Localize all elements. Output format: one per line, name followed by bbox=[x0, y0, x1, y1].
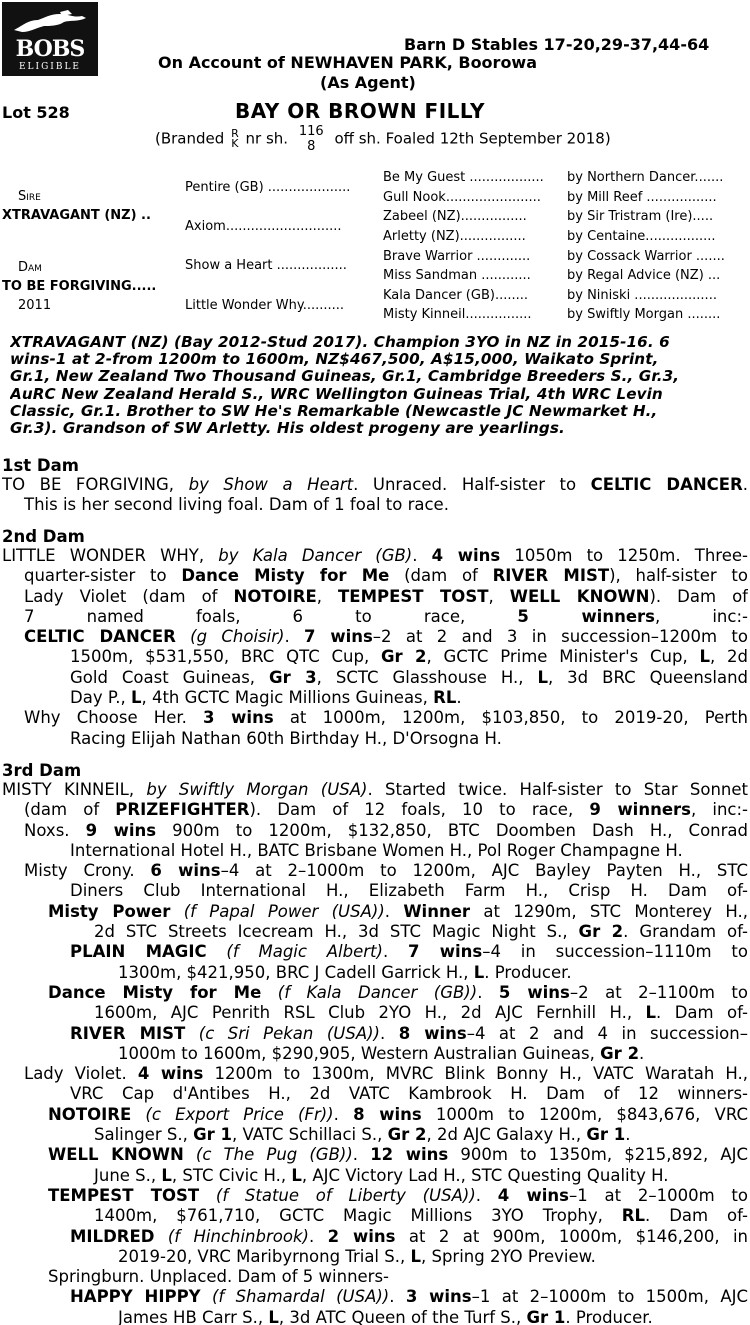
pedigree-line: Misty Power (f Papal Power (USA)). Winner at 1290m, STC Monterey H., bbox=[48, 901, 748, 921]
pedigree-line: Why Choose Her. 3 wins at 1000m, 1200m, $103,850, to 2019-20, Perth bbox=[24, 708, 748, 728]
sire-description: XTRAVAGANT (NZ) (Bay 2012-Stud 2017). Champion 3YO in NZ in 2015-16. 6 wins-1 at 2-from 1200m to 1600m, NZ$467,500, A$15,000, Waikato Sprint, Gr.1, New Zealand Two Thousand Guineas, Gr.1, Cambridge Breeders S., Gr.3, AuRC New Zealand Herald S., WRC Wellington Guineas Trial, 4th WRC Levin Classic, Gr.1. Brother to SW He's Remarkable (Newcastle JC Newmarket H., Gr.3). Grandson of SW Arletty. His oldest progeny are yearlings. bbox=[10, 334, 680, 438]
pedigree-g2: Axiom............................ bbox=[185, 219, 342, 234]
pedigree-line: James HB Carr S., L, 3d ATC Queen of the Turf S., Gr 1. Producer. bbox=[118, 1307, 653, 1325]
pedigree-line: 7 named foals, 6 to race, 5 winners, inc:- bbox=[24, 606, 748, 626]
pedigree-line: Gold Coast Guineas, Gr 3, SCTC Glasshouse H., L, 3d BRC Queensland bbox=[70, 667, 748, 687]
pedigree-line: 2d STC Streets Icecream H., 3d STC Magic Night S., Gr 2. Grandam of- bbox=[94, 922, 748, 942]
section-body bbox=[2, 475, 748, 516]
pedigree-line: LITTLE WONDER WHY, by Kala Dancer (GB). 4 wins 1050m to 1250m. Three- bbox=[2, 546, 748, 565]
lot-title: BAY OR BROWN FILLY bbox=[235, 99, 485, 123]
pedigree-line: Salinger S., Gr 1, VATC Schillaci S., Gr 2, 2d AJC Galaxy H., Gr 1. bbox=[94, 1125, 631, 1145]
pedigree-line: quarter-sister to Dance Misty for Me (dam of RIVER MIST), half-sister to bbox=[24, 566, 748, 586]
pedigree-line: 1000m to 1600m, $290,905, Western Australian Guineas, Gr 2. bbox=[118, 1043, 645, 1063]
pedigree-line: International Hotel H., BATC Brisbane Women H., Pol Roger Champagne H. bbox=[70, 840, 683, 860]
pedigree-g4: by Northern Dancer....... bbox=[567, 170, 724, 185]
pedigree-line: 2019-20, VRC Maribyrnong Trial S., L, Spring 2YO Preview. bbox=[118, 1246, 596, 1266]
pedigree-line: TEMPEST TOST (f Statue of Liberty (USA)). 4 wins–1 at 2–1000m to bbox=[48, 1185, 748, 1205]
pedigree-line: 1400m, $761,710, GCTC Magic Millions 3YO Trophy, RL. Dam of- bbox=[94, 1206, 748, 1226]
logo-text: BOBS bbox=[15, 36, 85, 62]
pedigree-table bbox=[0, 167, 750, 327]
pedigree-line: Lady Violet. 4 wins 1200m to 1300m, MVRC Blink Bonny H., VATC Waratah H., bbox=[24, 1064, 748, 1084]
pedigree-g4: by Swiftly Morgan ........ bbox=[567, 307, 721, 322]
brand-details: (Branded R K nr sh. 116 8 off sh. Foaled 12th September 2018) bbox=[155, 124, 611, 154]
pedigree-g4: by Niniski .................... bbox=[567, 288, 717, 303]
vendor-account: On Account of NEWHAVEN PARK, Boorowa bbox=[158, 53, 538, 72]
pedigree-line: VRC Cap d'Antibes H., 2d VATC Kambrook H. Dam of 12 winners- bbox=[70, 1084, 748, 1104]
section-body bbox=[2, 780, 748, 1325]
pedigree-g2: Show a Heart ................. bbox=[185, 258, 347, 273]
sire-label: Sire bbox=[18, 189, 41, 204]
pedigree-line: Noxs. 9 wins 900m to 1200m, $132,850, BTC Doomben Dash H., Conrad bbox=[24, 820, 748, 840]
pedigree-g3: Gull Nook....................... bbox=[383, 190, 541, 205]
pedigree-line: HAPPY HIPPY (f Shamardal (USA)). 3 wins–1 at 2–1000m to 1500m, AJC bbox=[70, 1287, 748, 1307]
pedigree-g3: Arletty (NZ)................ bbox=[383, 229, 526, 244]
pedigree-line: WELL KNOWN (c The Pug (GB)). 12 wins 900m to 1350m, $215,892, AJC bbox=[48, 1145, 748, 1165]
pedigree-line: Day P., L, 4th GCTC Magic Millions Guineas, RL. bbox=[70, 688, 462, 708]
pedigree-line: NOTOIRE (c Export Price (Fr)). 8 wins 1000m to 1200m, $843,676, VRC bbox=[48, 1104, 748, 1124]
pedigree-g4: by Mill Reef ................. bbox=[567, 190, 717, 205]
section-heading: 1st Dam bbox=[2, 456, 79, 475]
pedigree-line: Dance Misty for Me (f Kala Dancer (GB)). 5 wins–2 at 2–1100m to bbox=[48, 982, 748, 1002]
pedigree-line: Misty Crony. 6 wins–4 at 2–1000m to 1200m, AJC Bayley Payten H., STC bbox=[24, 861, 748, 881]
dam-label: Dam bbox=[18, 260, 42, 275]
brand-fraction: 116 8 bbox=[298, 124, 324, 154]
section-heading: 3rd Dam bbox=[2, 761, 82, 780]
pedigree-g4: by Sir Tristram (Ire)..... bbox=[567, 209, 714, 224]
pedigree-g3: Miss Sandman ............ bbox=[383, 268, 531, 283]
brand-mark: R K bbox=[231, 127, 239, 150]
pedigree-line: Lady Violet (dam of NOTOIRE, TEMPEST TOST, WELL KNOWN). Dam of bbox=[24, 586, 748, 606]
pedigree-g2: Little Wonder Why.......... bbox=[185, 298, 345, 313]
pedigree-line: 1600m, AJC Penrith RSL Club 2YO H., 2d AJC Fernhill H., L. Dam of- bbox=[94, 1003, 748, 1023]
pedigree-g3: Zabeel (NZ)................ bbox=[383, 209, 527, 224]
pedigree-g4: by Cossack Warrior ....... bbox=[567, 249, 725, 264]
pedigree-g3: Misty Kinneil................ bbox=[383, 307, 532, 322]
runner-icon bbox=[10, 8, 90, 36]
pedigree-line: PLAIN MAGIC (f Magic Albert). 7 wins–4 in succession–1110m to bbox=[70, 942, 748, 962]
pedigree-line: MISTY KINNEIL, by Swiftly Morgan (USA). Started twice. Half-sister to Star Sonnet bbox=[2, 780, 748, 799]
pedigree-line: RIVER MIST (c Sri Pekan (USA)). 8 wins–4 at 2 and 4 in succession– bbox=[70, 1023, 748, 1043]
pedigree-line: (dam of PRIZEFIGHTER). Dam of 12 foals, 10 to race, 9 winners, inc:- bbox=[24, 800, 748, 820]
pedigree-line: Racing Elijah Nathan 60th Birthday H., D'Orsogna H. bbox=[70, 728, 502, 748]
dam-name: TO BE FORGIVING..... bbox=[2, 279, 157, 294]
pedigree-line: Diners Club International H., Elizabeth Farm H., Crisp H. Dam of- bbox=[70, 881, 748, 901]
section-body bbox=[2, 546, 748, 749]
lot-number: Lot 528 bbox=[2, 103, 70, 122]
pedigree-line: June S., L, STC Civic H., L, AJC Victory Lad H., STC Questing Quality H. bbox=[94, 1165, 669, 1185]
pedigree-line: Springburn. Unplaced. Dam of 5 winners- bbox=[48, 1267, 390, 1287]
pedigree-line: MILDRED (f Hinchinbrook). 2 wins at 2 at 900m, 1000m, $146,200, in bbox=[70, 1226, 748, 1246]
pedigree-g3: Be My Guest .................. bbox=[383, 170, 544, 185]
pedigree-line: 1300m, $421,950, BRC J Cadell Garrick H., L. Producer. bbox=[118, 962, 572, 982]
pedigree-line: CELTIC DANCER (g Choisir). 7 wins–2 at 2 and 3 in succession–1200m to bbox=[24, 627, 748, 647]
pedigree-line: 1500m, $531,550, BRC QTC Cup, Gr 2, GCTC Prime Minister's Cup, L, 2d bbox=[70, 647, 748, 667]
logo-subtext: ELIGIBLE bbox=[18, 62, 81, 72]
section-heading: 2nd Dam bbox=[2, 527, 85, 546]
barn-location: Barn D Stables 17-20,29-37,44-64 bbox=[404, 35, 710, 54]
dam-year: 2011 bbox=[18, 298, 52, 313]
pedigree-line: This is her second living foal. Dam of 1 foal to race. bbox=[24, 495, 449, 515]
pedigree-g3: Kala Dancer (GB)........ bbox=[383, 288, 529, 303]
bobs-eligible-logo bbox=[2, 2, 98, 76]
pedigree-g2: Pentire (GB) .................... bbox=[185, 180, 351, 195]
pedigree-line: TO BE FORGIVING, by Show a Heart. Unraced. Half-sister to CELTIC DANCER. bbox=[2, 475, 748, 494]
pedigree-g4: by Centaine................. bbox=[567, 229, 716, 244]
agent-note: (As Agent) bbox=[320, 73, 416, 92]
pedigree-g4: by Regal Advice (NZ) ... bbox=[567, 268, 721, 283]
pedigree-g3: Brave Warrior ............. bbox=[383, 249, 531, 264]
sire-name: XTRAVAGANT (NZ) .. bbox=[2, 208, 151, 223]
